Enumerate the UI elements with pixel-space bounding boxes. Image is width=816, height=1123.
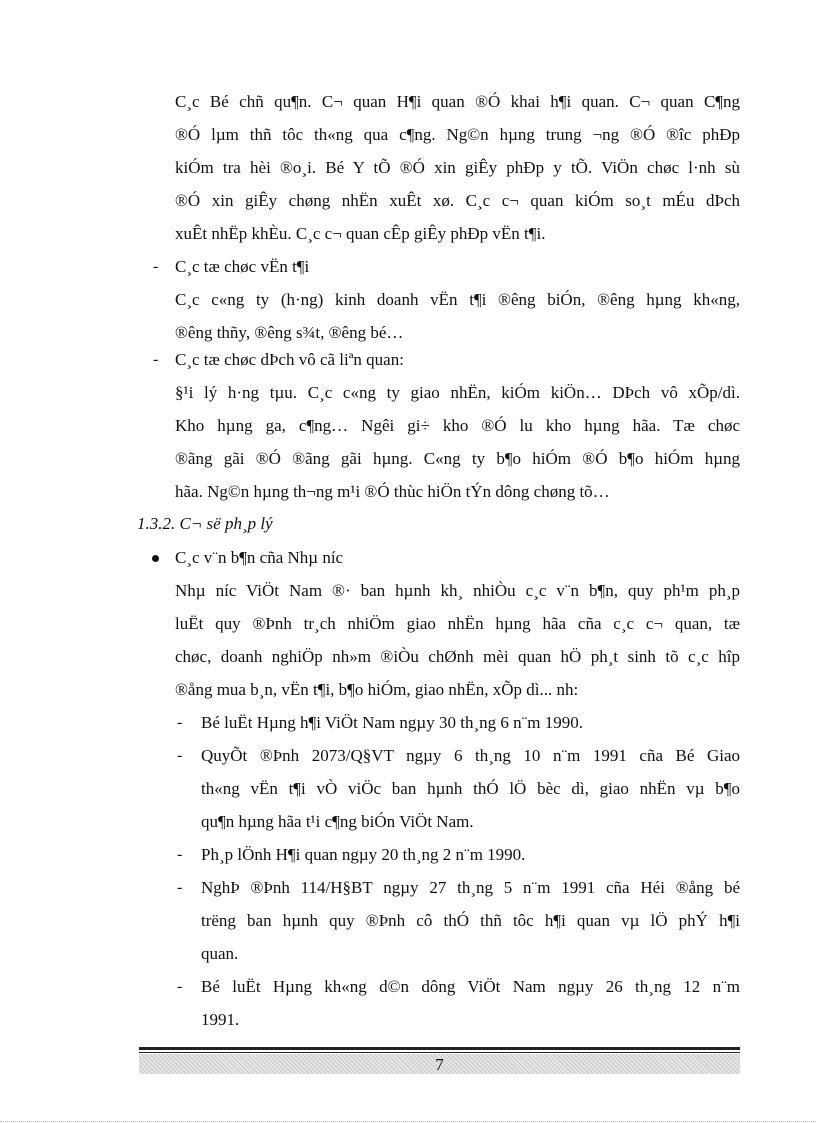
dash-bullet: - [177,879,183,896]
section-heading: 1.3.2. C¬ së ph¸p lý [137,514,273,533]
footer-rule-thick [139,1047,740,1050]
section-item-line: ®ång mua b¸n, vËn t¶i, b¶o hiÓm, giao nhËn, xÕp dì... nh: [175,680,579,699]
round-bullet [152,555,159,562]
document-item: Bé luËt Hµng kh«ng d©n dông ViÖt Nam ngµy 26 th¸ng 12 n¨m [201,977,740,996]
document-item: qu¶n hµng hãa t¹i c¶ng biÓn ViÖt Nam. [201,812,474,831]
dash-bullet: - [153,351,159,368]
section-item-title: C¸c v¨n b¶n cña Nhµ níc [175,548,344,567]
list-item-line: Kho hµng ga, c¶ng… Ngêi gi÷ kho ®Ó lu kho hµng hãa. Tæ chøc [175,416,740,435]
dash-bullet: - [177,846,183,863]
list-item-title: C¸c tæ chøc dÞch vô cã liªn quan: [175,350,404,369]
document-item: th«ng vËn t¶i vÒ viÖc ban hµnh thÓ lÖ bèc dì, giao nhËn vµ b¶o [201,779,740,798]
dash-bullet: - [153,258,159,275]
paragraph-line: kiÓm tra hèi ®o¸i. Bé Y tÕ ®Ó xin giÊy phÐp y tÕ. ViÖn chøc l·nh sù [175,158,740,177]
dash-bullet: - [177,714,183,731]
list-item-line: hãa. Ng©n hµng th¬ng m¹i ®Ó thùc hiÖn tÝn dông chøng tõ… [175,482,610,501]
section-item-line: chøc, doanh nghiÖp nh»m ®iÒu chØnh mèi quan hÖ ph¸t sinh tõ c¸c hîp [175,647,740,666]
page-bottom-border [0,1121,816,1122]
document-item: 1991. [201,1010,240,1029]
paragraph-line: ®Ó xin giÊy chøng nhËn xuÊt xø. C¸c c¬ quan kiÓm so¸t mÉu dÞch [175,191,740,210]
list-item-line: ®ãng gãi ®Ó ®ãng gãi hµng. C«ng ty b¶o hiÓm ®Ó b¶o hiÓm hµng [175,449,740,468]
document-item: QuyÕt ®Þnh 2073/Q§VT ngµy 6 th¸ng 10 n¨m 1991 cña Bé Giao [201,746,740,765]
document-item: NghÞ ®Þnh 114/H§BT ngµy 27 th¸ng 5 n¨m 1991 cña Héi ®ång bé [201,878,740,897]
document-item: trëng ban hµnh quy ®Þnh cô thÓ thñ tôc h¶i quan vµ lÖ phÝ h¶i [201,911,740,930]
list-item-title: C¸c tæ chøc vËn t¶i [175,257,310,276]
list-item-line: §¹i lý h·ng tµu. C¸c c«ng ty giao nhËn, kiÓm kiÖn… DÞch vô xÕp/dì. [175,383,740,402]
dash-bullet: - [177,978,183,995]
paragraph-line: xuÊt nhËp khÈu. C¸c c¬ quan cÊp giÊy phÐp vËn t¶i. [175,224,546,243]
paragraph-line: ®Ó lµm thñ tôc th«ng qua c¶ng. Ng©n hµng trung ¬ng ®Ó ®îc phÐp [175,125,740,144]
list-item-line: ®êng thñy, ®êng s¾t, ®êng bé… [175,323,404,342]
section-item-line: Nhµ níc ViÖt Nam ®· ban hµnh kh¸ nhiÒu c¸c v¨n b¶n, quy ph¹m ph¸p [175,581,740,600]
footer-rule-thin [139,1052,740,1053]
document-item: quan. [201,944,239,963]
page-number: 7 [435,1055,444,1074]
paragraph-line: C¸c Bé chñ qu¶n. C¬ quan H¶i quan ®Ó khai h¶i quan. C¬ quan C¶ng [175,92,740,111]
dash-bullet: - [177,747,183,764]
document-item: Ph¸p lÖnh H¶i quan ngµy 20 th¸ng 2 n¨m 1990. [201,845,526,864]
list-item-line: C¸c c«ng ty (h·ng) kinh doanh vËn t¶i ®êng biÓn, ®êng hµng kh«ng, [175,290,740,309]
section-item-line: luËt quy ®Þnh tr¸ch nhiÖm giao nhËn hµng hãa cña c¸c c¬ quan, tæ [175,614,740,633]
document-item: Bé luËt Hµng h¶i ViÖt Nam ngµy 30 th¸ng 6 n¨m 1990. [201,713,583,732]
